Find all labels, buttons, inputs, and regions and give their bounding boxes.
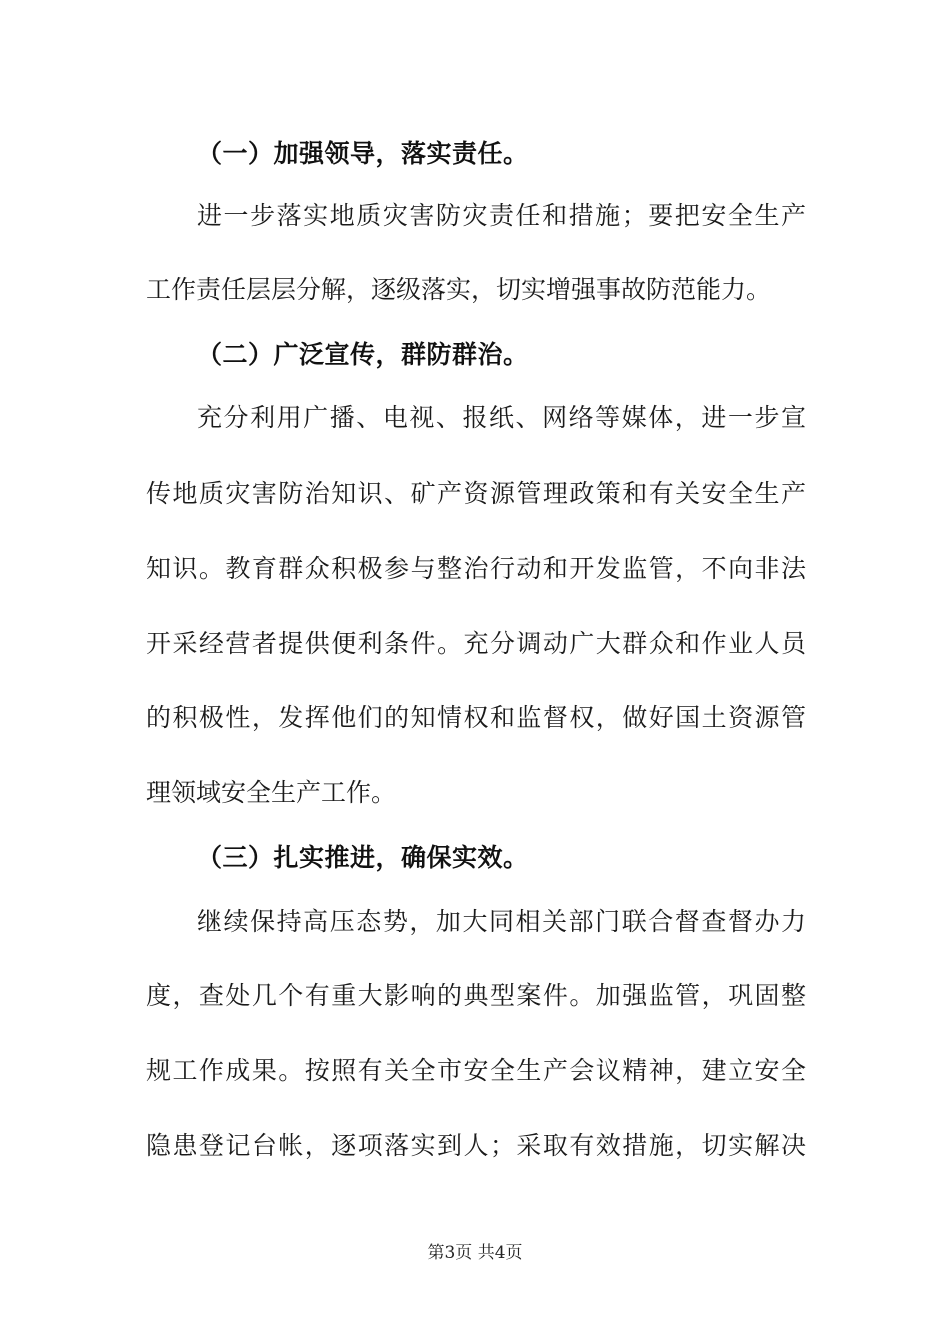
paragraph-line: 知识。教育群众积极参与整治行动和开发监管，不向非法 — [146, 554, 806, 583]
paragraph-line: 的积极性，发挥他们的知情权和监督权，做好国土资源管 — [146, 703, 806, 732]
paragraph-line: 进一步落实地质灾害防灾责任和措施；要把安全生产 — [197, 201, 806, 230]
section-heading-3: （三）扎实推进，确保实效。 — [197, 843, 529, 872]
paragraph-line: 度，查处几个有重大影响的典型案件。加强监管，巩固整 — [146, 981, 806, 1010]
paragraph-line: 开采经营者提供便利条件。充分调动广大群众和作业人员 — [146, 629, 806, 658]
paragraph-line: 充分利用广播、电视、报纸、网络等媒体，进一步宣 — [197, 403, 806, 432]
paragraph-line: 传地质灾害防治知识、矿产资源管理政策和有关安全生产 — [146, 479, 806, 508]
paragraph-line: 规工作成果。按照有关全市安全生产会议精神，建立安全 — [146, 1056, 806, 1085]
paragraph-line: 继续保持高压态势，加大同相关部门联合督查督办力 — [197, 907, 806, 936]
paragraph-line: 理领域安全生产工作。 — [146, 778, 397, 807]
paragraph-line: 工作责任层层分解，逐级落实，切实增强事故防范能力。 — [146, 275, 772, 304]
paragraph-line: 隐患登记台帐，逐项落实到人；采取有效措施，切实解决 — [146, 1131, 806, 1160]
section-heading-2: （二）广泛宣传，群防群治。 — [197, 340, 529, 369]
section-heading-1: （一）加强领导，落实责任。 — [197, 139, 529, 168]
page-number-label: 第3页 共4页 — [427, 1243, 523, 1263]
page-number-footer — [0, 1242, 950, 1264]
